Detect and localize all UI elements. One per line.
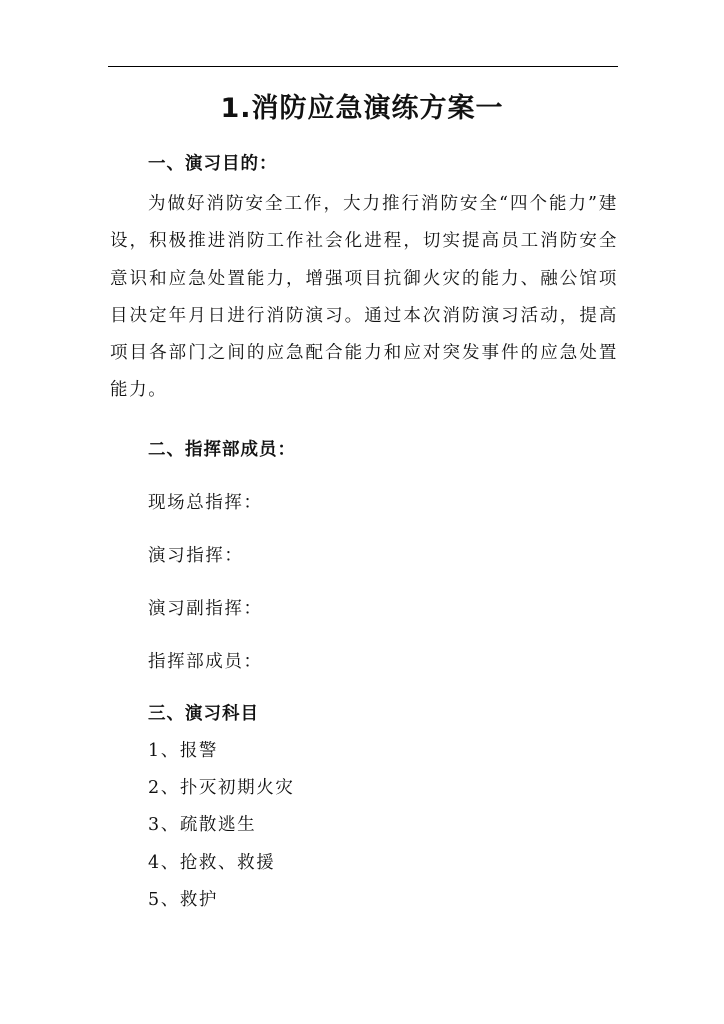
- document-title: 1.消防应急演练方案一: [220, 93, 504, 124]
- subject-item: 3、疏散逃生: [148, 815, 257, 835]
- member-line: 指挥部成员：: [148, 652, 263, 672]
- purpose-paragraph: 为做好消防安全工作，大力推行消防安全“四个能力”建设，积极推进消防工作社会化进程，切实提高员工消防安全意识和应急处置能力，增强项目抗御火灾的能力、融公馆项目决定年月日进行消防演习。通过本次消防演习活动，提高项目各部门之间的应急配合能力和应对突发事件的应急处置能力。: [110, 194, 618, 401]
- member-line: 演习副指挥：: [148, 599, 263, 619]
- subject-item: 5、救护: [148, 890, 219, 910]
- section-heading-command: 二、指挥部成员：: [148, 440, 296, 460]
- header-rule: [108, 66, 618, 67]
- member-line: 现场总指挥：: [148, 493, 263, 513]
- subject-item: 2、扑灭初期火灾: [148, 778, 295, 798]
- subject-item: 1、报警: [148, 741, 219, 761]
- section-heading-subjects: 三、演习科目: [148, 704, 259, 724]
- subject-item: 4、抢救、救援: [148, 853, 276, 873]
- section-heading-purpose: 一、演习目的：: [148, 154, 278, 174]
- member-line: 演习指挥：: [148, 546, 244, 566]
